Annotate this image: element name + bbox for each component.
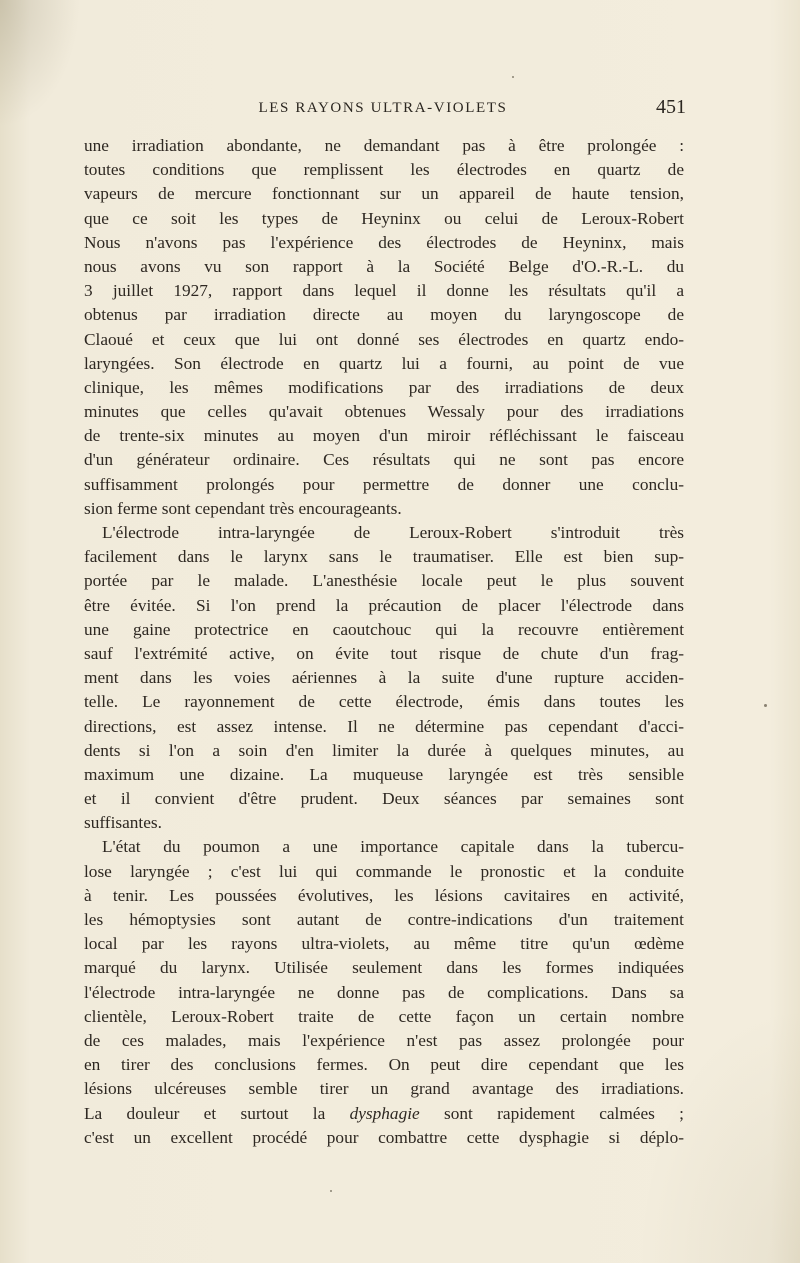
text-line: dents si l'on a soin d'en limiter la durée à quelques minutes, au	[84, 740, 684, 760]
text-line: portée par le malade. L'anesthésie locale peut le plus souvent	[84, 571, 684, 591]
text-line: que ce soit les types de Heyninx ou celui de Leroux-Robert	[84, 208, 684, 228]
text-line: local par les rayons ultra-violets, au même titre qu'un œdème	[84, 934, 684, 954]
text-line: sion ferme sont cependant très encourageants.	[84, 498, 402, 518]
text-line: de ces malades, mais l'expérience n'est pas assez prolongée pour	[84, 1030, 684, 1050]
body-text	[84, 134, 684, 1150]
text-line: sauf l'extrémité active, on évite tout risque de chute d'un frag-	[84, 643, 684, 663]
text-line: en tirer des conclusions fermes. On peut dire cependant que les	[84, 1055, 684, 1075]
text-line: nous avons vu son rapport à la Société Belge d'O.-R.-L. du	[84, 256, 684, 276]
text-line: c'est un excellent procédé pour combattre cette dysphagie si déplo-	[84, 1127, 684, 1147]
text-line: directions, est assez intense. Il ne détermine pas cependant d'acci-	[84, 716, 684, 736]
text-line: minutes que celles qu'avait obtenues Wessaly pour des irradiations	[84, 402, 684, 422]
text-line: L'état du poumon a une importance capitale dans la tubercu-	[102, 837, 684, 857]
text-line: lose laryngée ; c'est lui qui commande le pronostic et la conduite	[84, 861, 684, 881]
text-segment: La douleur et surtout la	[84, 1103, 350, 1123]
text-line: une irradiation abondante, ne demandant pas à être prolongée :	[84, 136, 684, 155]
text-segment: sont rapidement calmées ;	[419, 1103, 684, 1123]
paper-speck	[330, 1190, 332, 1192]
text-line: ment dans les voies aériennes à la suite d'une rupture acciden-	[84, 668, 684, 688]
text-line: clinique, les mêmes modifications par des irradiations de deux	[84, 377, 684, 397]
page-number: 451	[656, 96, 686, 118]
text-line: L'électrode intra-laryngée de Leroux-Robert s'introduit très	[102, 523, 684, 542]
text-line: Nous n'avons pas l'expérience des électrodes de Heyninx, mais	[84, 232, 684, 252]
text-line: vapeurs de mercure fonctionnant sur un appareil de haute tension,	[84, 184, 684, 204]
text-line: marqué du larynx. Utilisée seulement dans les formes indiquées	[84, 958, 684, 978]
text-line: une gaine protectrice en caoutchouc qui la recouvre entièrement	[84, 619, 684, 639]
running-head-title: LES RAYONS ULTRA-VIOLETS	[258, 100, 508, 116]
text-line: à tenir. Les poussées évolutives, les lésions cavitaires en activité,	[84, 885, 684, 905]
text-line: l'électrode intra-laryngée ne donne pas de complications. Dans sa	[84, 982, 684, 1002]
text-line: facilement dans le larynx sans le traumatiser. Elle est bien sup-	[84, 547, 684, 567]
italic-term: dysphagie	[349, 1103, 420, 1123]
text-line: d'un générateur ordinaire. Ces résultats qui ne sont pas encore	[84, 450, 684, 470]
running-head	[80, 96, 686, 122]
text-line: telle. Le rayonnement de cette électrode, émis dans toutes les	[84, 692, 684, 712]
text-line: être évitée. Si l'on prend la précaution de placer l'électrode dans	[84, 595, 684, 615]
paper-speck	[512, 76, 514, 78]
text-line: clientèle, Leroux-Robert traite de cette façon un certain nombre	[84, 1006, 684, 1026]
paper-speck	[764, 704, 767, 707]
text-line: maximum une dizaine. La muqueuse laryngée est très sensible	[84, 764, 684, 784]
text-line-mixed	[84, 1102, 684, 1126]
text-line: suffisantes.	[84, 813, 162, 833]
text-line: les hémoptysies sont autant de contre-indications d'un traitement	[84, 910, 684, 929]
text-line: toutes conditions que remplissent les électrodes en quartz de	[84, 160, 684, 180]
text-line: laryngées. Son électrode en quartz lui a fourni, au point de vue	[84, 353, 684, 373]
text-line: 3 juillet 1927, rapport dans lequel il donne les résultats qu'il a	[84, 281, 684, 301]
text-line: de trente-six minutes au moyen d'un miroir réfléchissant le faisceau	[84, 426, 684, 446]
text-line: lésions ulcéreuses semble tirer un grand avantage des irradiations.	[84, 1079, 684, 1099]
text-line: obtenus par irradiation directe au moyen du laryngoscope de	[84, 305, 684, 325]
text-line: suffisamment prolongés pour permettre de donner une conclu-	[84, 474, 684, 494]
text-line: Claoué et ceux que lui ont donné ses électrodes en quartz endo-	[84, 329, 684, 349]
text-line: et il convient d'être prudent. Deux séances par semaines sont	[84, 789, 684, 809]
